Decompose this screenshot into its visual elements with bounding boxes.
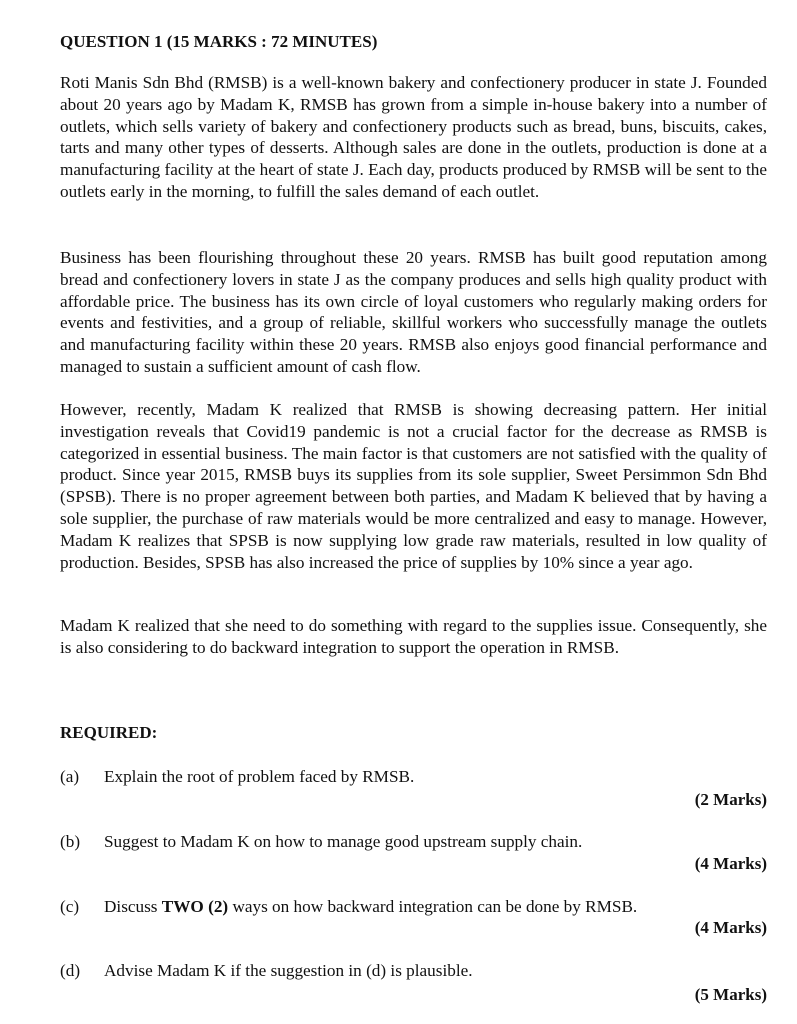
- question-text: Advise Madam K if the suggestion in (d) is plausible.: [104, 961, 473, 980]
- question-marks: (5 Marks): [694, 985, 767, 1004]
- case-paragraph-1: Roti Manis Sdn Bhd (RMSB) is a well-known bakery and confectionery producer in state J. Founded about 20 years ago by Madam K, RMSB has grown from a simple in-house bakery into a number of outlets, which sells variety of bakery and confectionery products such as bread, buns, biscuits, cakes, tarts and many other types of desserts. Although sales are done in the outlets, production is done at a manufacturing facility at the heart of state J. Each day, products produced by RMSB will be sent to the outlets early in the morning, to fulfill the sales demand of each outlet.: [60, 73, 767, 201]
- question-text-after: ways on how backward integration can be done by RMSB.: [228, 897, 638, 916]
- question-text-emphasis: TWO (2): [161, 897, 229, 916]
- question-letter: (d): [60, 961, 81, 980]
- question-letter: (c): [60, 897, 80, 916]
- question-text: Explain the root of problem faced by RMSB.: [104, 767, 415, 786]
- question-item-d: [60, 960, 767, 1020]
- question-text-before: Discuss: [104, 897, 162, 916]
- question-marks: (4 Marks): [694, 918, 767, 937]
- question-marks: (2 Marks): [694, 790, 767, 809]
- case-paragraph-2: Business has been flourishing throughout these 20 years. RMSB has built good reputation among bread and confectionery lovers in state J as the company produces and sells high quality product with affordable price. The business has its own circle of loyal customers who regularly making orders for events and festivities, and a group of reliable, skillful workers who successfully manage the outlets and manufacturing facility within these 20 years. RMSB also enjoys good financial performance and managed to sustain a sufficient amount of cash flow.: [60, 248, 767, 376]
- question-heading: QUESTION 1 (15 MARKS : 72 MINUTES): [60, 32, 378, 51]
- question-text: Suggest to Madam K on how to manage good upstream supply chain.: [104, 832, 583, 851]
- case-paragraph-4: Madam K realized that she need to do something with regard to the supplies issue. Consequently, she is also considering to do backward integration to support the operation in RMSB.: [60, 616, 767, 657]
- question-item-b: [60, 831, 767, 891]
- required-label: REQUIRED:: [60, 723, 158, 742]
- question-item-a: [60, 766, 767, 826]
- question-marks: (4 Marks): [694, 854, 767, 873]
- question-text: [104, 896, 767, 918]
- question-letter: (b): [60, 832, 81, 851]
- case-paragraph-3: However, recently, Madam K realized that RMSB is showing decreasing pattern. Her initial investigation reveals that Covid19 pandemic is not a crucial factor for the decrease as RMSB is categorized in essential business. The main factor is that customers are not satisfied with the quality of product. Since year 2015, RMSB buys its supplies from its sole supplier, Sweet Persimmon Sdn Bhd (SPSB). There is no proper agreement between both parties, and Madam K believed that by having a sole supplier, the purchase of raw materials would be more centralized and easy to manage. However, Madam K realizes that SPSB is now supplying low grade raw materials, resulted in low quality of production. Besides, SPSB has also increased the price of supplies by 10% since a year ago.: [60, 400, 767, 572]
- question-item-c: [60, 896, 767, 956]
- question-letter: (a): [60, 767, 80, 786]
